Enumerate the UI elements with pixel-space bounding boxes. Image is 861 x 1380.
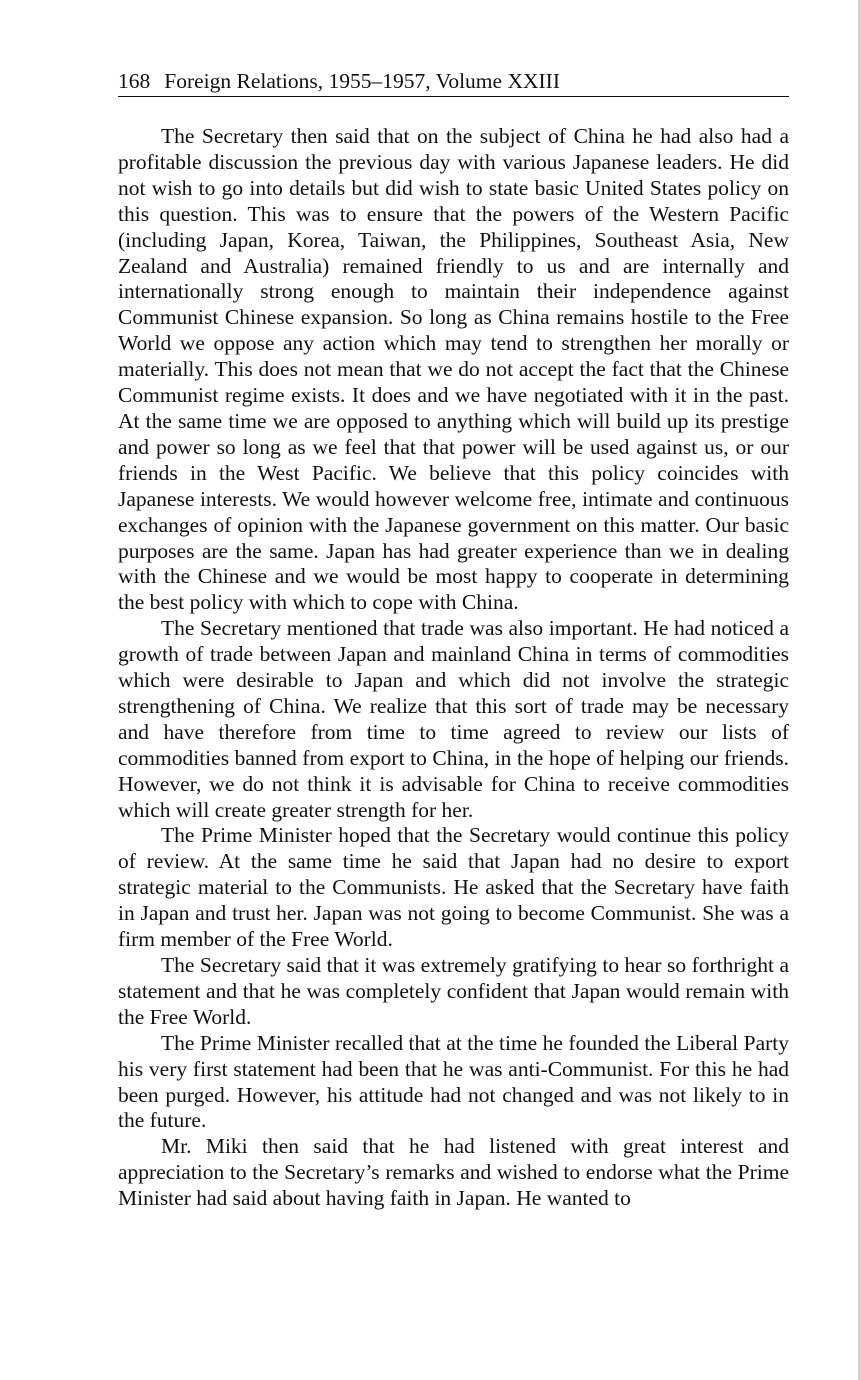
paragraph-secretary-gratified: The Secretary said that it was extremely gratifying to hear so forthright a statement and that he was completely confident that Japan would remain with the Free World. xyxy=(118,953,789,1029)
paragraph-china-policy: The Secretary then said that on the subject of China he had also had a profitable discussion the previous day with various Japanese leaders. He did not wish to go into details but did wish to state basic United States policy on this question. This was to ensure that the powers of the Western Pacific (including Japan, Korea, Taiwan, the Philippines, Southeast Asia, New Zealand and Australia) remained friendly to us and are internally and internationally strong enough to maintain their independence against Communist Chinese expansion. So long as China remains hostile to the Free World we oppose any action which may tend to strengthen her morally or materially. This does not mean that we do not accept the fact that the Chinese Communist regime exists. It does and we have negotiated with it in the past. At the same time we are opposed to anything which will build up its prestige and power so long as we feel that that power will be used against us, or our friends in the West Pacific. We believe that this policy coincides with Japanese interests. We would however welcome free, intimate and continuous exchanges of opinion with the Japanese government on this matter. Our basic purposes are the same. Japan has had greater experience than we in dealing with the Chinese and we would be most happy to cooperate in determining the best policy with which to cope with China. xyxy=(118,124,789,615)
running-header xyxy=(118,68,789,97)
volume-title: Foreign Relations, 1955–1957, Volume XXIII xyxy=(164,69,560,93)
paragraph-prime-minister-review: The Prime Minister hoped that the Secretary would continue this policy of review. At the same time he said that Japan had no desire to export strategic material to the Communists. He asked that the Secretary have faith in Japan and trust her. Japan was not going to become Communist. She was a firm member of the Free World. xyxy=(118,823,789,952)
paragraph-liberal-party: The Prime Minister recalled that at the time he founded the Liberal Party his very first statement had been that he was anti-Communist. For this he had been purged. However, his attitude had not changed and was not likely to in the future. xyxy=(118,1030,789,1133)
paragraph-trade: The Secretary mentioned that trade was also important. He had noticed a growth of trade between Japan and mainland China in terms of commodities which were desirable to Japan and which did not involve the strategic strengthening of China. We realize that this sort of trade may be necessary and have therefore from time to time agreed to review our lists of commodities banned from export to China, in the hope of helping our friends. However, we do not think it is advisable for China to receive commodities which will create greater strength for her. xyxy=(118,616,789,822)
page-number: 168 xyxy=(118,69,151,93)
paragraph-miki: Mr. Miki then said that he had listened with great interest and appreciation to the Secretary’s remarks and wished to endorse what the Prime Minister had said about having faith in Japan. He wanted to xyxy=(118,1134,789,1211)
body-text xyxy=(118,124,789,1212)
